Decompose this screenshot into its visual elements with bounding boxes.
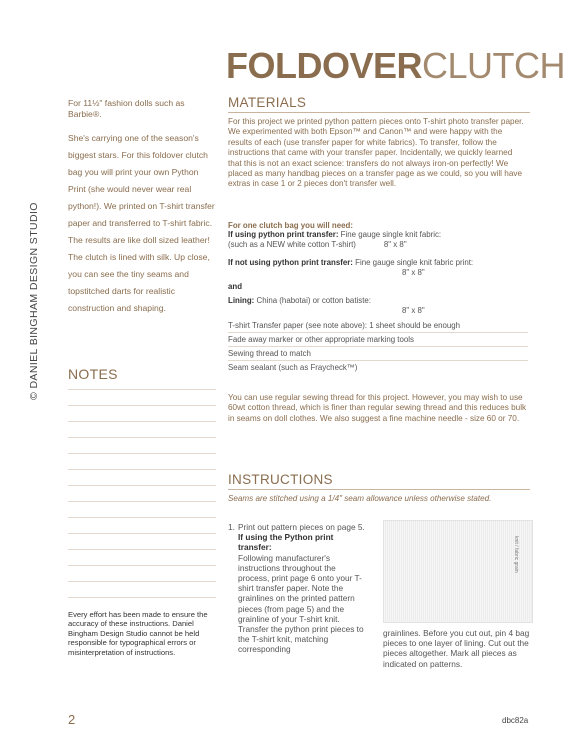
lining-text: China (habotai) or cotton batiste: (256, 296, 371, 306)
page-title (226, 46, 565, 86)
notes-heading: NOTES (68, 366, 118, 382)
no-python-label: If not using python print transfer: (228, 258, 353, 268)
studio-credit (28, 100, 50, 400)
fabric-photo (383, 520, 533, 623)
title-light: CLUTCH (422, 45, 566, 86)
python-text: Fine gauge single knit fabric: (340, 230, 442, 240)
note-line (68, 490, 216, 502)
thread-note: You can use regular sewing thread for this project. However, you may wish to use 60wt cotton thread, which is finer than regular sewing thread and this reduces bulk in seams on doll clothes. We also suggest a fine machine needle - size 60 or 70. (228, 393, 527, 423)
material-list-item: T-shirt Transfer paper (see note above): 1 sheet should be enough (228, 319, 528, 333)
disclaimer: Every effort has been made to ensure the accuracy of these instructions. Daniel Bingham Design Studio cannot be held responsible for typographical errors or misinterpretation of instructions. (68, 610, 208, 657)
lining-size: 8" x 8" (402, 305, 425, 315)
note-line (68, 554, 216, 566)
title-bold: FOLDOVER (226, 45, 423, 86)
step-number: 1. (228, 522, 235, 532)
lining-label: Lining: (228, 296, 255, 306)
material-list-item: Fade away marker or other appropriate marking tools (228, 333, 528, 347)
pattern-code: dbc82a (502, 716, 529, 725)
materials-heading: MATERIALS (228, 95, 307, 110)
studio-credit-text: © DANIEL BINGHAM DESIGN STUDIO (28, 202, 40, 400)
materials-intro: For this project we printed python pattern pieces onto T-shirt photo transfer paper. We experimented with both Epson™ and Canon™ and were happy with the results of each (use transfer paper for white fabrics). To transfer, follow the instructions that came with your transfer paper. Incidentally, we quickly learned that this is not an exact science: transfers do not always iron-on perfectly! We placed as many handbag pieces on a transfer page as we could, so you will have extras in case 1 or 2 pieces don't transfer well. (228, 117, 524, 189)
material-list-item: Sewing thread to match (228, 347, 528, 361)
python-label: If using python print transfer: (228, 230, 339, 240)
step-first-line: Print out pattern pieces on page 5. (238, 522, 365, 532)
doll-size-intro: For 11½" fashion dolls such as Barbie®. (68, 98, 185, 119)
photo-label-text: knit / fabric grain (513, 536, 519, 573)
need-heading: For one clutch bag you will need: (228, 221, 353, 230)
note-line (68, 538, 216, 550)
step-1 (228, 522, 368, 655)
note-line (68, 378, 216, 390)
left-column (68, 98, 216, 317)
materials-rule (228, 112, 530, 113)
note-line (68, 442, 216, 454)
instructions-heading: INSTRUCTIONS (228, 472, 333, 487)
note-line (68, 410, 216, 422)
note-line (68, 426, 216, 438)
note-line (68, 458, 216, 470)
no-python-text: Fine gauge single knit fabric print: (355, 258, 474, 268)
note-line (68, 586, 216, 598)
clutch-description: She's carrying one of the season's biggest stars. For this foldover clutch bag you will print your own Python Print (she would never wear real python!). We printed on T-shirt transfer paper and transferred to T-shirt fabric. The results are like doll sized leather! The clutch is lined with silk. Up close, you can see the tiny seams and topstitched darts for realistic construction and shaping. (68, 133, 215, 313)
python-note: (such as a NEW white cotton T-shirt) (228, 239, 356, 249)
step-1-continued: grainlines. Before you cut out, pin 4 bag pieces to one layer of lining. Cut out the pieces altogether. Mark all pieces as indicated on patterns. (383, 628, 530, 669)
requirements (228, 221, 528, 375)
instructions-rule (228, 489, 530, 490)
note-line (68, 394, 216, 406)
photo-label (513, 536, 529, 596)
note-line (68, 522, 216, 534)
material-list-item: Seam sealant (such as Fraycheck™) (228, 363, 358, 373)
step-text: Following manufacturer's instructions throughout the process, print page 6 onto your T-shirt transfer paper. Note the grainlines on the printed pattern pieces (from page 5) and the grainline of your T-shirt knit. Transfer the python print pieces to the T-shirt knit, matching corresponding (238, 552, 364, 655)
note-line (68, 570, 216, 582)
note-line (68, 474, 216, 486)
page-number: 2 (68, 712, 76, 727)
note-line (68, 506, 216, 518)
no-python-size: 8" x 8" (402, 267, 425, 277)
and-label: and (228, 282, 243, 292)
seam-allowance-note: Seams are stitched using a 1/4" seam allowance unless otherwise stated. (228, 494, 492, 503)
step-bold-label: If using the Python print transfer: (238, 532, 334, 553)
python-size: 8" x 8" (383, 239, 407, 249)
notes-lines (68, 378, 216, 602)
